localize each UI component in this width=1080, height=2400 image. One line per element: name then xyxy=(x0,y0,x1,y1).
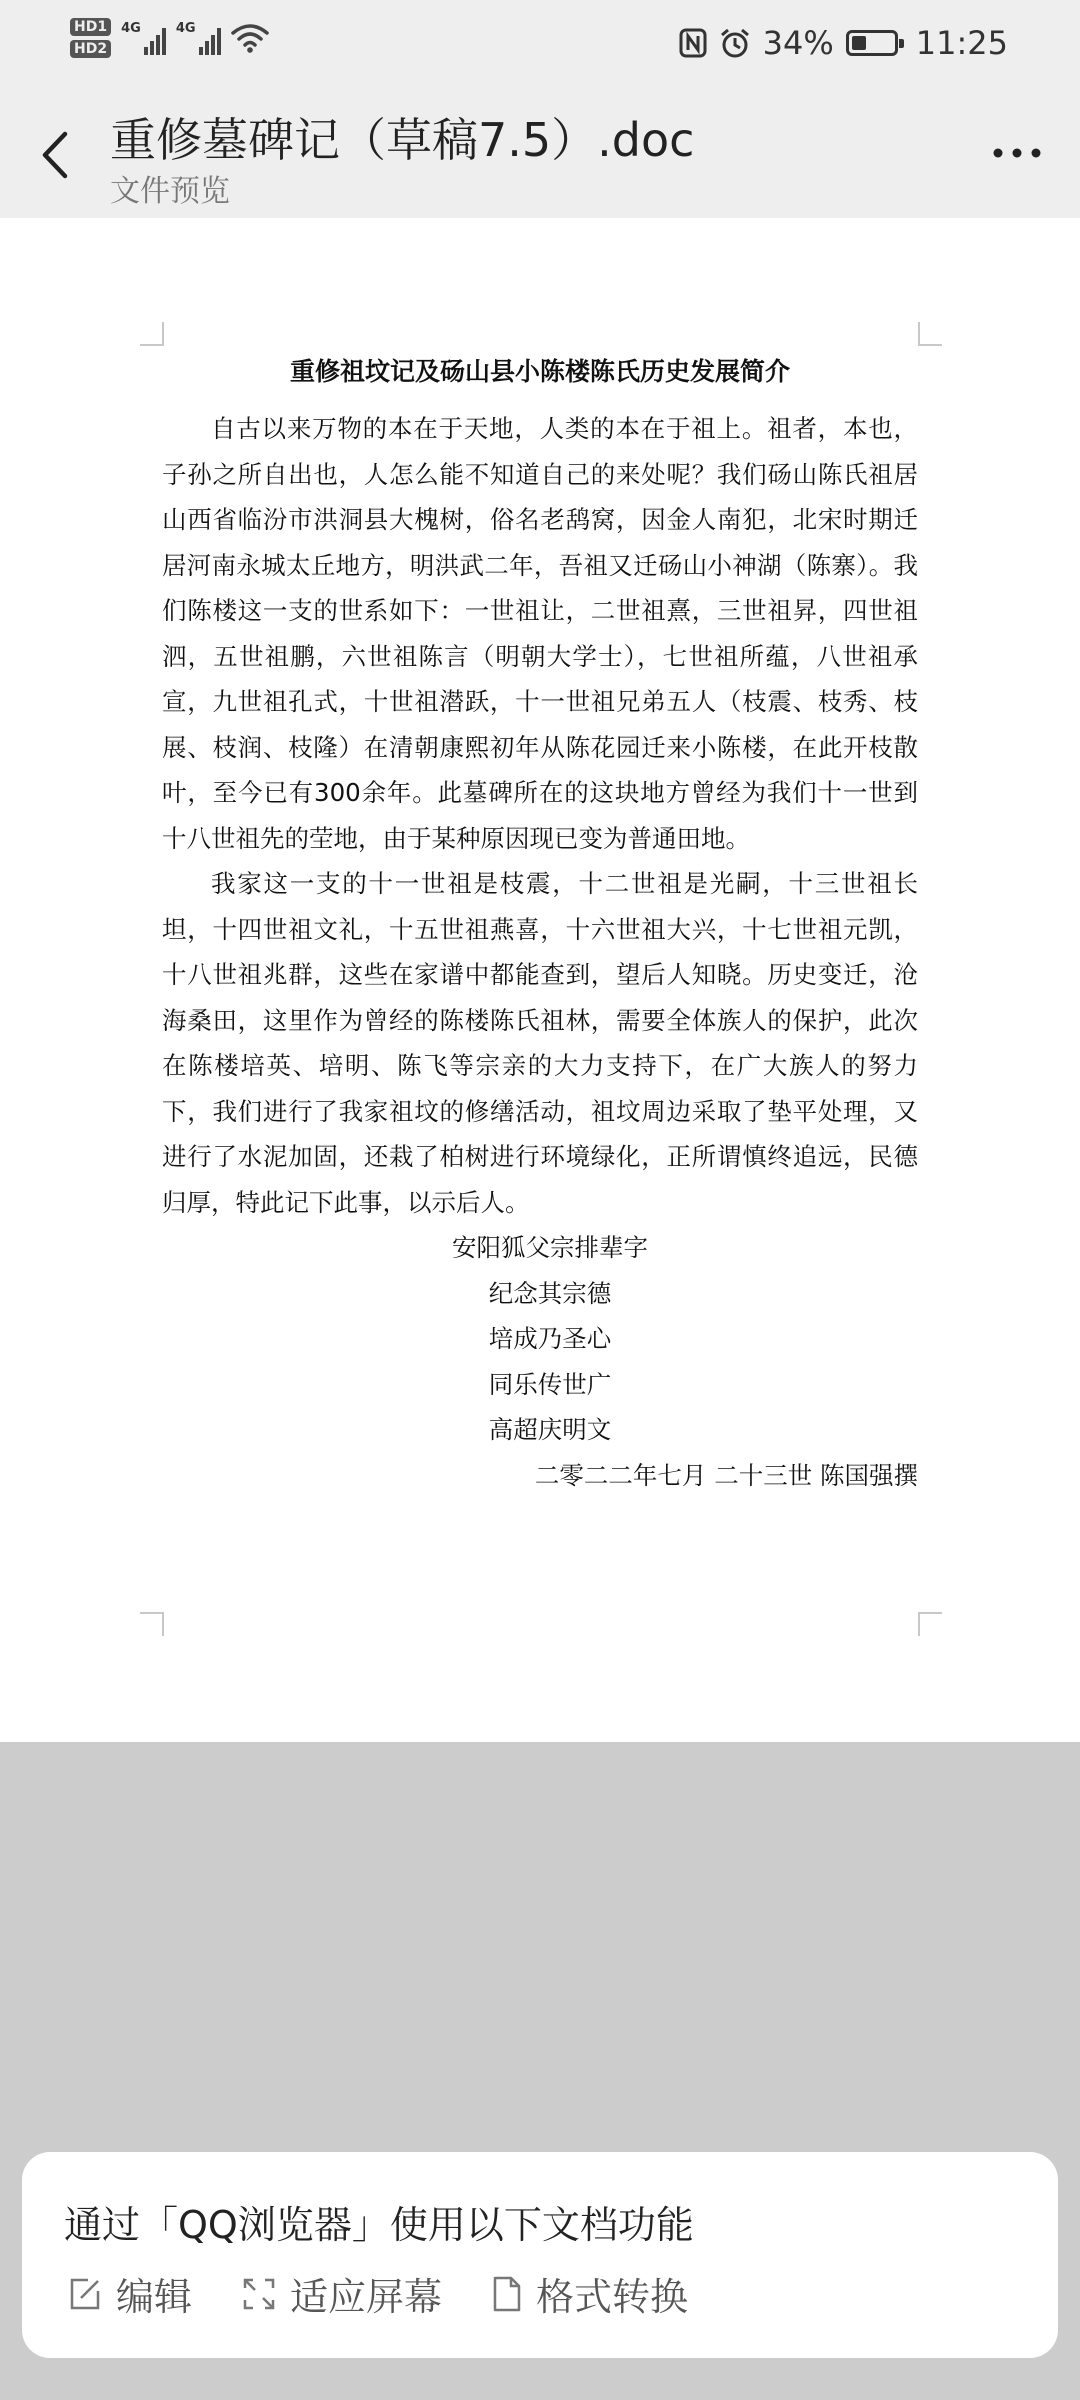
crop-mark-bottom-right xyxy=(918,1612,942,1636)
back-button[interactable] xyxy=(30,120,80,190)
network-type-1: 4G xyxy=(121,21,141,36)
more-menu-button[interactable] xyxy=(982,128,1052,178)
wifi-icon xyxy=(231,23,269,53)
format-convert-button[interactable] xyxy=(492,2266,688,2321)
banner-actions xyxy=(68,2266,688,2321)
crop-mark-bottom-left xyxy=(140,1612,164,1636)
edit-icon xyxy=(68,2277,102,2311)
document-title: 重修祖坟记及砀山县小陈楼陈氏历史发展简介 xyxy=(289,357,790,386)
crop-mark-top-left xyxy=(140,322,164,346)
fit-screen-label: 适应屏幕 xyxy=(290,2275,443,2319)
nfc-icon xyxy=(679,28,707,58)
signature-line: 二零二二年七月 二十三世 陈国强撰 xyxy=(534,1460,918,1490)
paragraph-2: 我家这一支的十一世祖是枝震，十二世祖是光嗣，十三世祖长坦，十四世祖文礼，十五世祖燕喜，十六世祖大兴，十七世祖元凯，十八世祖兆群，这些在家谱中都能查到，望后人知晓。历史变迁，沧海桑田，这里作为曾经的陈楼陈氏祖林，需要全体族人的保护，此次在陈楼培英、培明、陈飞等宗亲的大力支持下，在广大族人的努力下，我们进行了我家祖坟的修缮活动，祖坟周边采取了垫平处理，又进行了水泥加固，还栽了柏树进行环境绿化，正所谓慎终追远，民德归厚，特此记下此事，以示后人。 xyxy=(162,869,918,1217)
hd1-badge: HD1 xyxy=(70,18,111,36)
chevron-left-icon xyxy=(39,130,71,180)
poem-line: 培成乃圣心 xyxy=(488,1324,612,1353)
edit-button[interactable] xyxy=(68,2266,192,2321)
clock: 11:25 xyxy=(915,24,1008,62)
poem-line: 纪念其宗德 xyxy=(488,1278,612,1308)
poem-line: 高超庆明文 xyxy=(488,1415,612,1444)
edit-label: 编辑 xyxy=(116,2275,193,2319)
hd-indicators xyxy=(70,18,111,58)
file-title: 重修墓碑记（草稿7.5）.doc xyxy=(110,113,695,167)
format-convert-label: 格式转换 xyxy=(536,2275,689,2319)
document-body xyxy=(162,348,918,1498)
status-bar xyxy=(0,0,1080,92)
battery-percent: 34% xyxy=(762,24,834,62)
document-page[interactable] xyxy=(0,218,1080,1742)
crop-mark-top-right xyxy=(918,322,942,346)
hd2-badge: HD2 xyxy=(70,40,111,58)
network-type-2: 4G xyxy=(175,21,196,36)
signal-icon-2 xyxy=(176,21,221,55)
poem-line: 安阳狐父宗排辈字 xyxy=(452,1233,648,1262)
qq-browser-banner[interactable] xyxy=(22,2152,1058,2358)
battery-icon xyxy=(846,30,898,56)
alarm-icon xyxy=(719,27,751,59)
battery-level xyxy=(852,36,866,50)
file-convert-icon xyxy=(492,2276,522,2312)
banner-title: 通过「QQ浏览器」使用以下文档功能 xyxy=(64,2203,694,2247)
more-dots-icon xyxy=(992,147,1042,159)
paragraph-1: 自古以来万物的本在于天地，人类的本在于祖上。祖者，本也，子孙之所自出也，人怎么能不知道自己的来处呢？我们砀山陈氏祖居山西省临汾市洪洞县大槐树，俗名老鸹窝，因金人南犯，北宋时期迁居河南永城太丘地方，明洪武二年，吾祖又迁砀山小神湖（陈寨）。我们陈楼这一支的世系如下：一世祖让，二世祖熹，三世祖昇，四世祖泗，五世祖鹏，六世祖陈言（明朝大学士），七世祖所蕴，八世祖承宣，九世祖孔式，十世祖潜跃，十一世祖兄弟五人（枝震、枝秀、枝展、枝润、枝隆）在清朝康熙初年从陈花园迁来小陈楼，在此开枝散叶，至今已有300余年。此墓碑所在的这块地方曾经为我们十一世到十八世祖先的茔地，由于某种原因现已变为普通田地。 xyxy=(162,414,918,853)
fit-screen-button[interactable] xyxy=(242,2266,442,2321)
poem xyxy=(162,1225,918,1453)
status-right xyxy=(679,24,1008,62)
fit-screen-icon xyxy=(242,2277,276,2311)
signal-icon xyxy=(121,21,166,55)
file-subtitle: 文件预览 xyxy=(110,174,230,209)
poem-line: 同乐传世广 xyxy=(488,1369,612,1399)
status-left xyxy=(70,18,269,58)
app-header xyxy=(0,92,1080,218)
